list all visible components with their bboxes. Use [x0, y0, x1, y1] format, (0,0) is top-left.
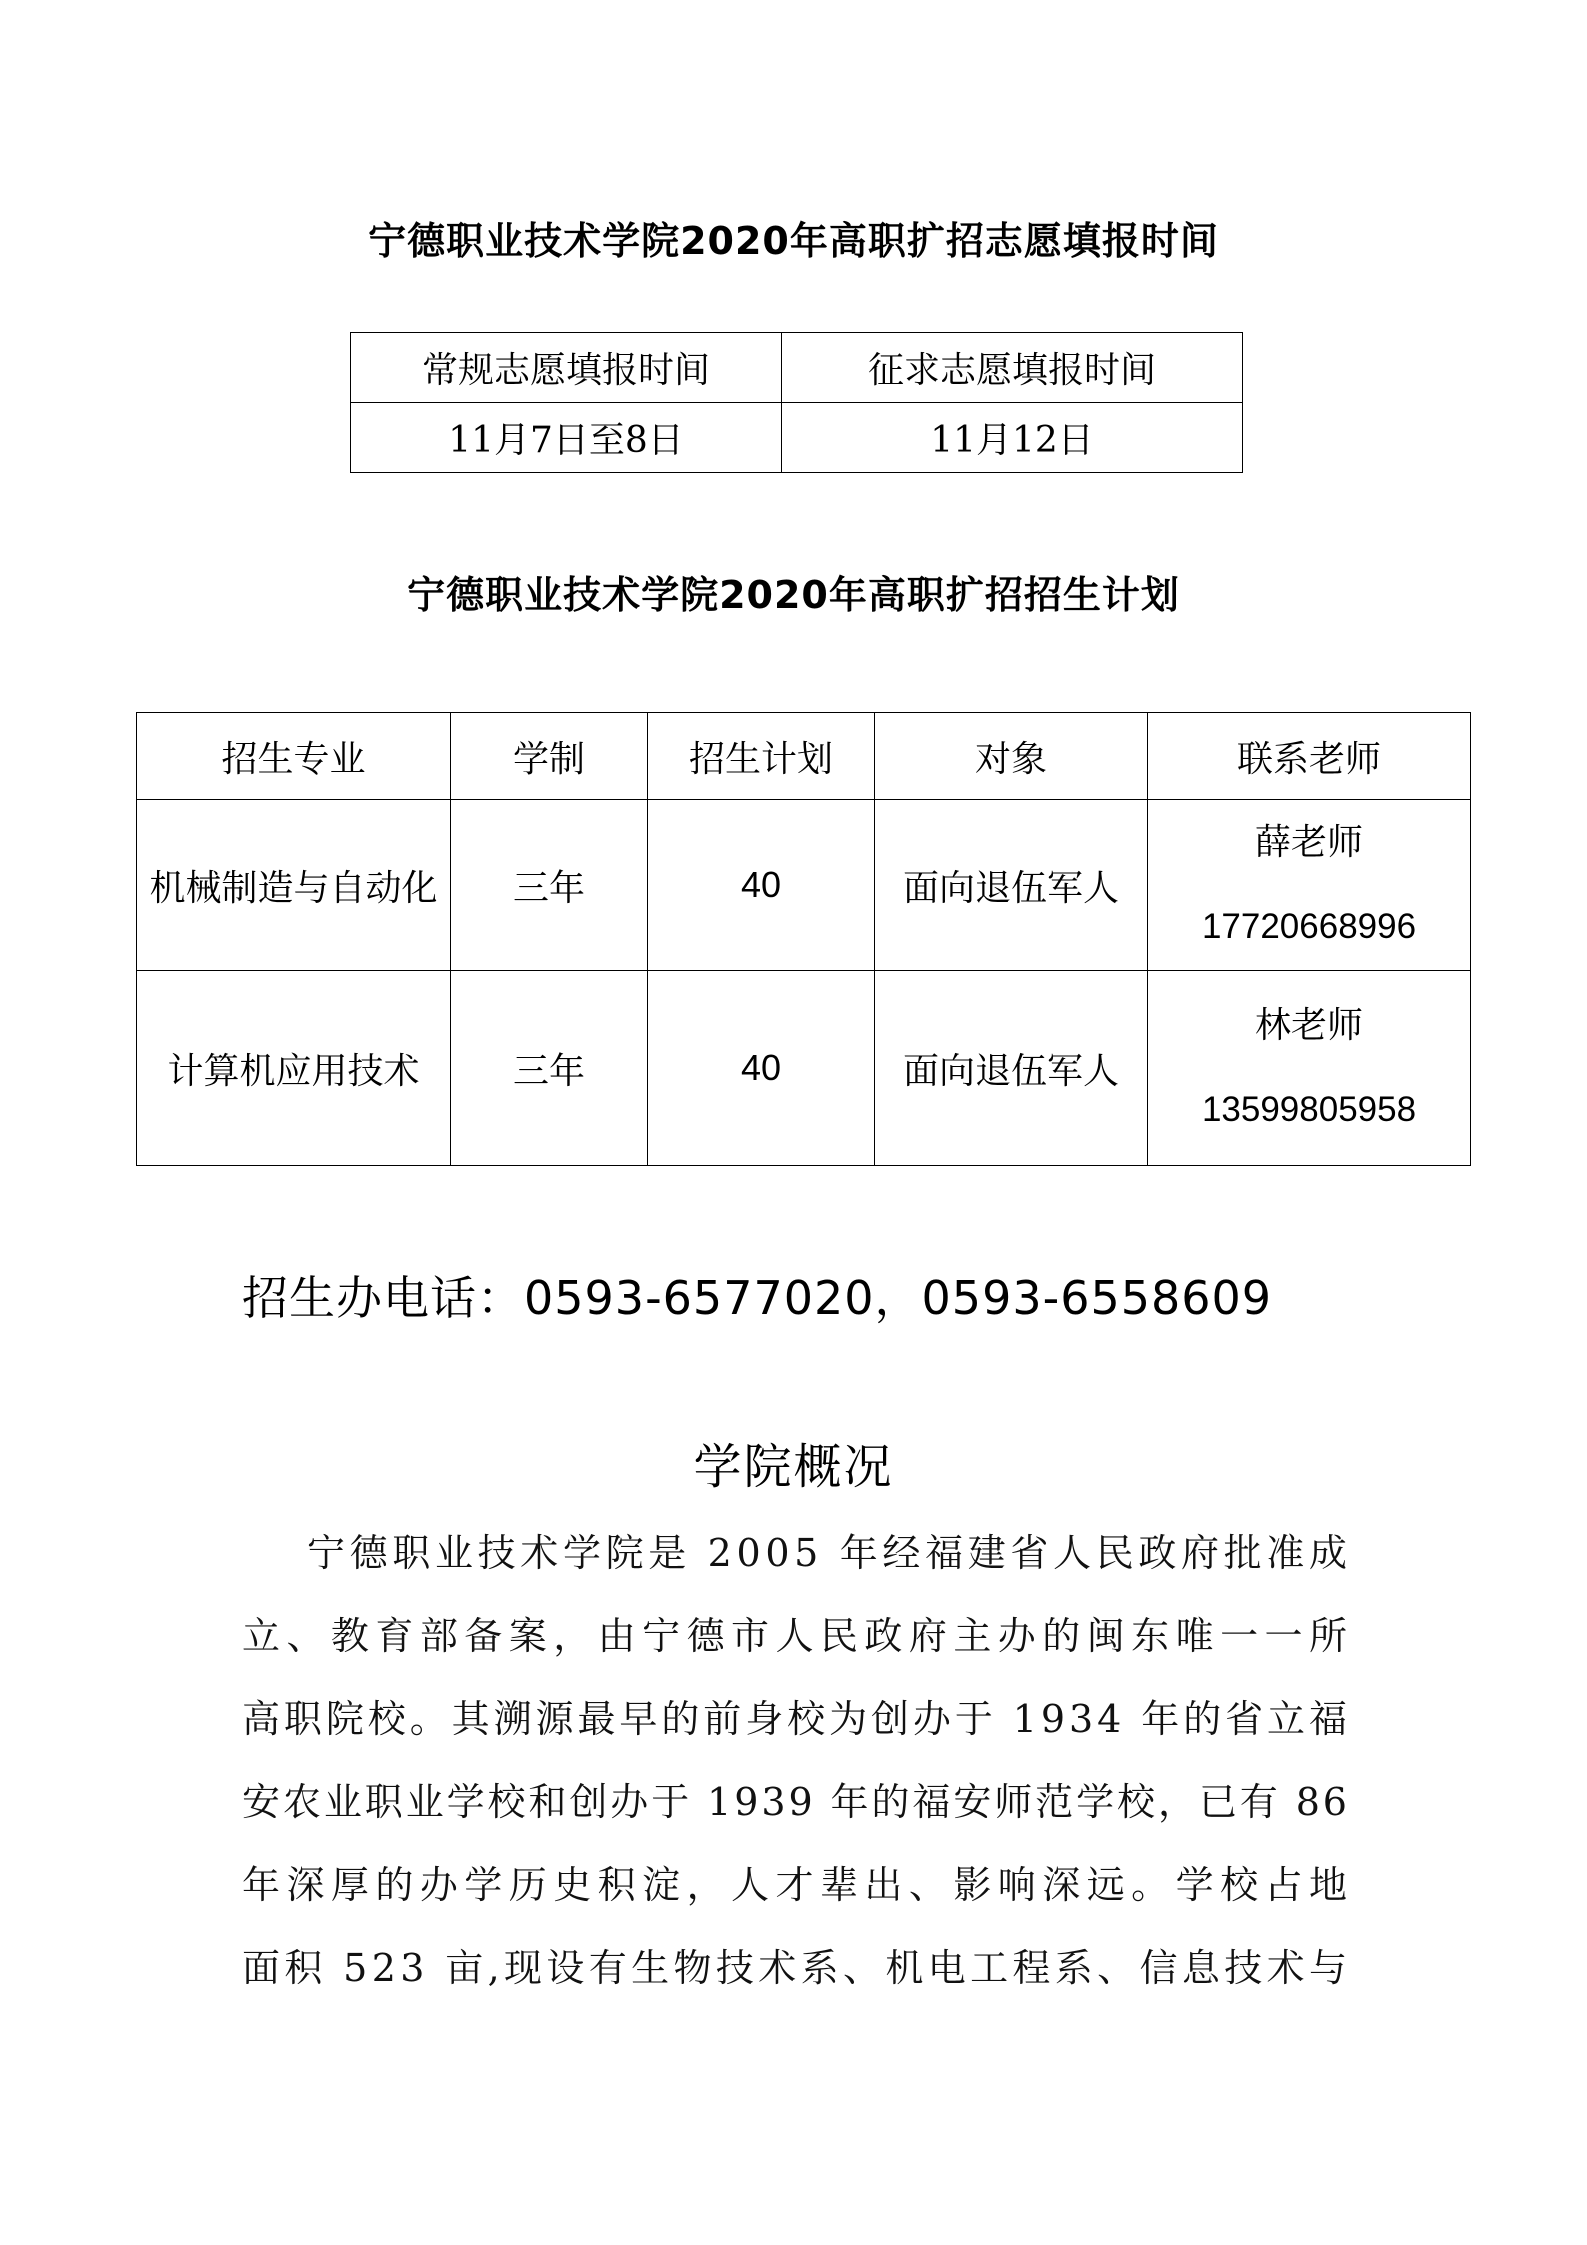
quota-cell: 40	[648, 800, 875, 971]
overview-line: 面积 523 亩,现设有生物技术系、机电工程系、信息技术与	[242, 1946, 1352, 1990]
schedule-table	[350, 332, 1243, 473]
table-row	[137, 800, 1471, 971]
major-cell: 计算机应用技术	[137, 971, 451, 1166]
schedule-title: 宁德职业技术学院2020年高职扩招志愿填报时间	[368, 219, 1219, 263]
header-major: 招生专业	[137, 713, 451, 800]
teacher-cell	[1148, 971, 1471, 1166]
overview-line: 立、教育部备案，由宁德市人民政府主办的闽东唯一一所	[242, 1614, 1354, 1658]
duration-cell: 三年	[451, 800, 648, 971]
header-target: 对象	[875, 713, 1148, 800]
teacher-cell	[1148, 800, 1471, 971]
teacher-name: 林老师	[1254, 1005, 1363, 1046]
plan-header-row	[137, 713, 1471, 800]
plan-title: 宁德职业技术学院2020年高职扩招招生计划	[407, 573, 1180, 617]
quota-cell: 40	[648, 971, 875, 1166]
regular-period-value: 11月7日至8日	[351, 403, 782, 473]
admissions-phone: 招生办电话：0593-6577020，0593-6558609	[242, 1271, 1273, 1325]
overview-line: 年深厚的办学历史积淀，人才辈出、影响深远。学校占地	[242, 1863, 1354, 1907]
header-duration: 学制	[451, 713, 648, 800]
table-row	[137, 971, 1471, 1166]
teacher-name: 薛老师	[1254, 822, 1363, 863]
target-cell: 面向退伍军人	[875, 800, 1148, 971]
overview-line: 安农业职业学校和创办于 1939 年的福安师范学校，已有 86	[242, 1780, 1350, 1824]
overview-line: 高职院校。其溯源最早的前身校为创办于 1934 年的省立福	[242, 1697, 1351, 1741]
major-cell: 机械制造与自动化	[137, 800, 451, 971]
supplementary-period-header: 征求志愿填报时间	[782, 333, 1243, 403]
teacher-phone: 17720668996	[1201, 907, 1417, 946]
overview-line: 宁德职业技术学院是 2005 年经福建省人民政府批准成	[307, 1531, 1352, 1575]
overview-title: 学院概况	[693, 1439, 894, 1495]
header-quota: 招生计划	[648, 713, 875, 800]
schedule-header-row	[351, 333, 1243, 403]
supplementary-period-value: 11月12日	[782, 403, 1243, 473]
header-teacher: 联系老师	[1148, 713, 1471, 800]
teacher-phone: 13599805958	[1201, 1090, 1417, 1129]
schedule-value-row	[351, 403, 1243, 473]
target-cell: 面向退伍军人	[875, 971, 1148, 1166]
regular-period-header: 常规志愿填报时间	[351, 333, 782, 403]
plan-table	[136, 712, 1471, 1166]
duration-cell: 三年	[451, 971, 648, 1166]
